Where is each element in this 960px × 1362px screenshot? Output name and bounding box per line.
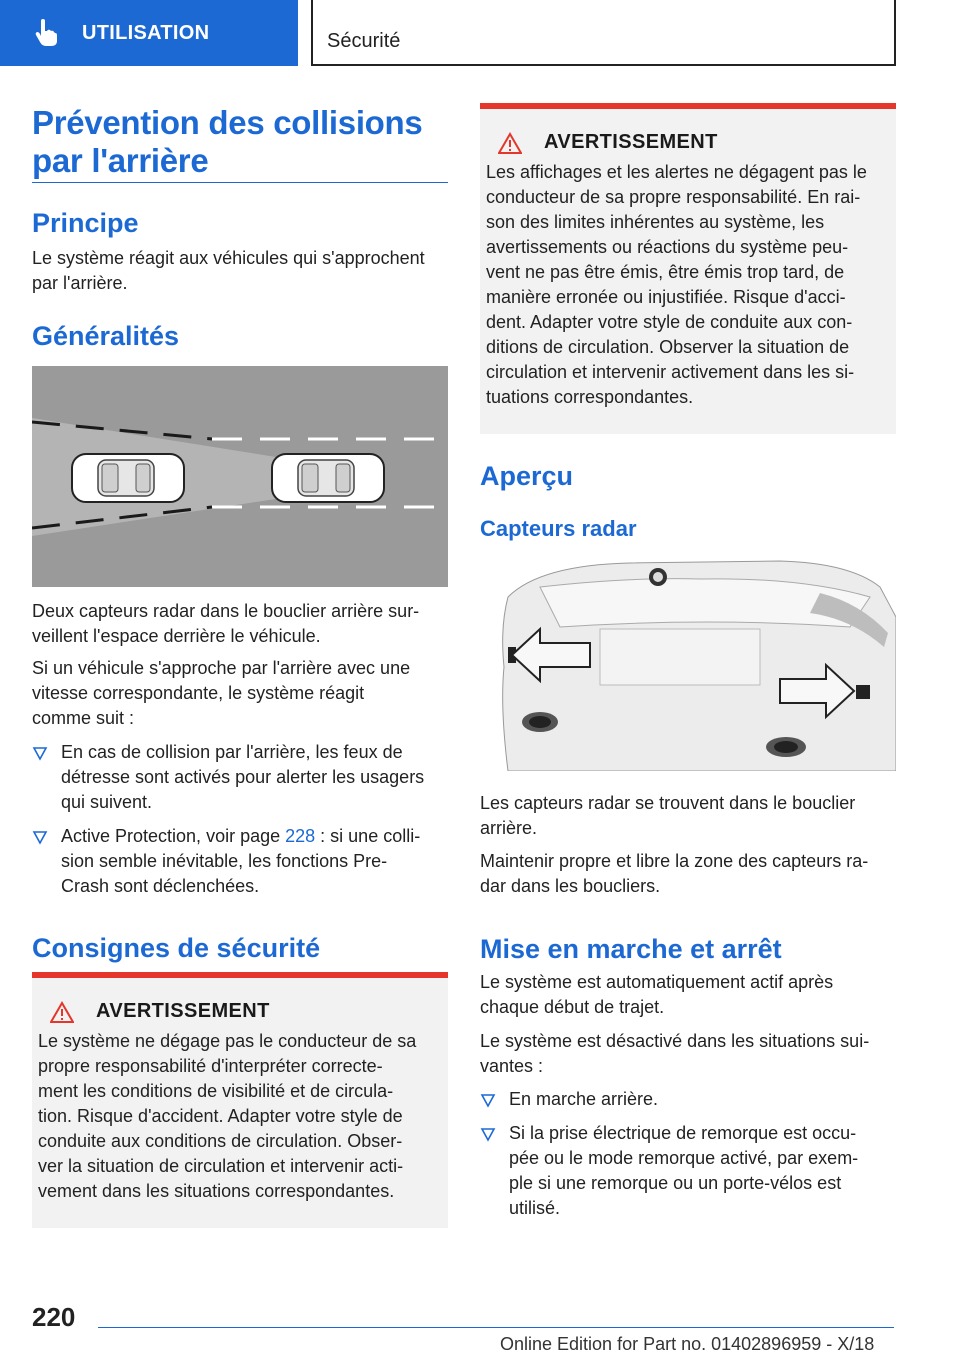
page-header bbox=[0, 0, 960, 66]
page-link-228[interactable]: 228 bbox=[285, 826, 316, 846]
safety-warning-box bbox=[32, 972, 448, 1228]
principe-heading: Principe bbox=[32, 208, 139, 238]
generalites-text-1: Deux capteurs radar dans le bouclier arrière sur- veillent l'espace derrière le véhicule. bbox=[32, 601, 420, 646]
edition-text: Online Edition for Part no. 01402896959 - X/18 bbox=[500, 1334, 875, 1354]
warning-label: AVERTISSEMENT bbox=[96, 1000, 270, 1022]
list-item: En marche arrière. bbox=[480, 1087, 896, 1112]
apercu-heading: Aperçu bbox=[480, 461, 574, 491]
consignes-heading: Consignes de sécurité bbox=[32, 933, 321, 963]
warning-triangle-icon bbox=[498, 132, 522, 154]
hand-pointer-icon bbox=[32, 18, 62, 48]
display-warning-box bbox=[480, 103, 896, 434]
mise-text-2: Le système est désactivé dans les situations sui- vantes : bbox=[480, 1031, 870, 1076]
triangle-bullet-icon bbox=[480, 1089, 496, 1111]
chapter-tab[interactable] bbox=[0, 0, 298, 66]
list-item: En cas de collision par l'arrière, les feux de détresse sont activés pour alerter les usagers qui suivent. bbox=[32, 740, 448, 815]
list-item: Active Protection, voir page 228 : si une colli- sion semble inévitable, les fonctions Pre- Crash sont déclenchées. bbox=[32, 824, 448, 899]
deactivation-list bbox=[480, 1087, 896, 1230]
page-title: Prévention des collisions par l'arrière bbox=[32, 104, 423, 179]
mise-text-1: Le système est automatiquement actif après chaque début de trajet. bbox=[480, 972, 834, 1017]
triangle-bullet-icon bbox=[32, 742, 48, 764]
chapter-label: UTILISATION bbox=[82, 21, 210, 44]
triangle-bullet-icon bbox=[32, 826, 48, 848]
title-rule bbox=[32, 182, 448, 183]
warning-text: Les affichages et les alertes ne dégagent pas le conducteur de sa propre responsabilité. En rai- son des limites inhérentes au système, les avertissements ou réactions du système peu- vent ne pas être émis, être émis trop tard, de manière erronée ou injustifiée. Risque d'acci- dent. Adapter votre style de conduite aux con- ditions de circulation. Observer la situation de circulation et intervenir activement dans les si- tuations correspondantes. bbox=[486, 162, 867, 407]
principe-text: Le système réagit aux véhicules qui s'approchent par l'arrière. bbox=[32, 248, 425, 293]
warning-triangle-icon bbox=[50, 1001, 74, 1023]
page-number: 220 bbox=[32, 1302, 76, 1332]
warning-label: AVERTISSEMENT bbox=[544, 131, 718, 153]
generalites-text-2: Si un véhicule s'approche par l'arrière avec une vitesse correspondante, le système réagit comme suit : bbox=[32, 658, 411, 728]
section-tab[interactable] bbox=[311, 0, 896, 66]
mise-en-marche-heading: Mise en marche et arrêt bbox=[480, 934, 782, 964]
capteurs-text-2: Maintenir propre et libre la zone des capteurs ra- dar dans les boucliers. bbox=[480, 851, 869, 896]
section-label: Sécurité bbox=[327, 30, 401, 52]
reaction-list bbox=[32, 740, 448, 908]
generalites-heading: Généralités bbox=[32, 321, 180, 351]
rear-bumper-sensors-figure bbox=[480, 557, 896, 771]
rear-radar-coverage-figure bbox=[32, 366, 448, 587]
capteurs-text-1: Les capteurs radar se trouvent dans le bouclier arrière. bbox=[480, 793, 856, 838]
triangle-bullet-icon bbox=[480, 1123, 496, 1145]
list-item: Si la prise électrique de remorque est occu- pée ou le mode remorque activé, par exem- ple si une remorque ou un porte-vélos est utilisé. bbox=[480, 1121, 896, 1221]
capteurs-heading: Capteurs radar bbox=[480, 516, 637, 541]
warning-text: Le système ne dégage pas le conducteur de sa propre responsabilité d'interpréter correcte- ment les conditions de visibilité et de circula- tion. Risque d'accident. Adapter votre style de conduite aux conditions de circulation. Obser- ver la situation de circulation et intervenir acti- vement dans les situations correspondantes. bbox=[38, 1031, 417, 1201]
footer-rule bbox=[98, 1327, 894, 1328]
